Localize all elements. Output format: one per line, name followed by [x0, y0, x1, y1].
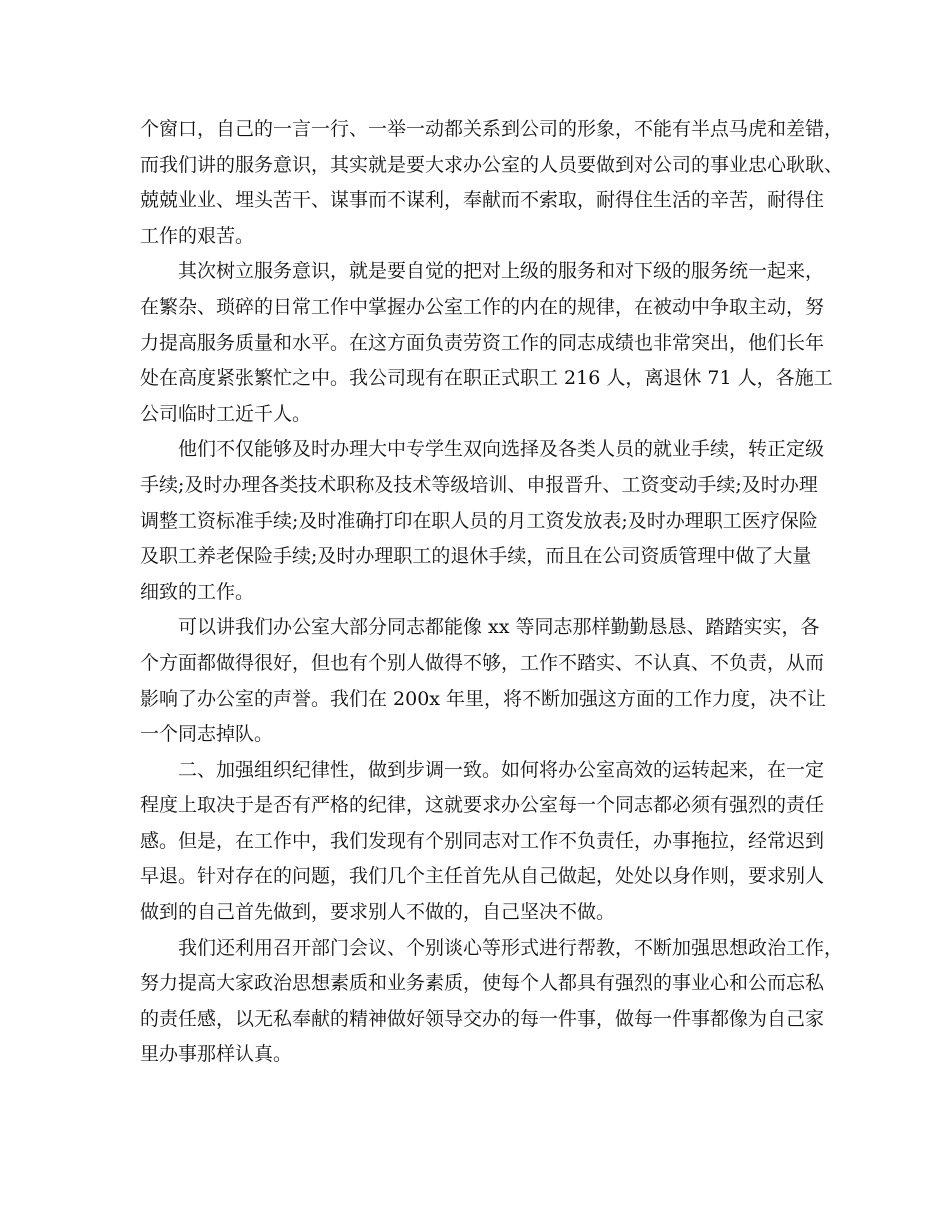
paragraph: [140, 610, 840, 752]
text-line: 感。但是，在工作中，我们发现有个别同志对工作不负责任，办事拖拉，经常迟到: [140, 829, 825, 852]
paragraph: [140, 753, 840, 931]
text-line: 手续;及时办理各类技术职称及技术等级培训、申报晋升、工资变动手续;及时办理: [140, 473, 818, 496]
text-line: 而我们讲的服务意识，其实就是要大求办公室的人员要做到对公司的事业忠心耿耿、: [140, 153, 844, 176]
text-line: 力提高服务质量和水平。在这方面负责劳资工作的同志成绩也非常突出，他们长年: [140, 331, 825, 354]
text-line: 早退。针对存在的问题，我们几个主任首先从自己做起，处处以身作则，要求别人: [140, 865, 825, 888]
text-line: 的责任感，以无私奉献的精神做好领导交办的每一件事，做每一件事都像为自己家: [140, 1007, 825, 1030]
paragraph: [140, 112, 844, 254]
text-line: 一个同志掉队。: [140, 723, 274, 746]
text-line: 及职工养老保险手续;及时办理职工的退休手续，而且在公司资质管理中做了大量: [140, 545, 812, 568]
text-line: 公司临时工近千人。: [140, 402, 312, 425]
paragraph: [140, 931, 844, 1073]
text-line: 努力提高大家政治思想素质和业务素质，使每个人都具有强烈的事业心和公而忘私: [140, 972, 825, 995]
text-line: 处在高度紧张繁忙之中。我公司现有在职正式职工 216 人，离退休 71 人，各施工: [140, 367, 833, 390]
text-line: 可以讲我们办公室大部分同志都能像 xx 等同志那样勤勤恳恳、踏踏实实，各: [178, 616, 820, 639]
text-line: 兢兢业业、埋头苦干、谋事而不谋利，奉献而不索取，耐得住生活的辛苦，耐得住: [140, 189, 825, 212]
text-line: 细致的工作。: [140, 580, 255, 603]
text-line: 影响了办公室的声誉。我们在 200x 年里，将不断加强这方面的工作力度，决不让: [140, 687, 827, 710]
text-line: 其次树立服务意识，就是要自觉的把对上级的服务和对下级的服务统一起来，: [178, 260, 825, 283]
paragraph: [140, 432, 840, 610]
text-line: 二、加强组织纪律性，做到步调一致。如何将办公室高效的运转起来，在一定: [178, 758, 825, 781]
text-line: 工作的艰苦。: [140, 224, 255, 247]
text-line: 个方面都做得很好，但也有个别人做得不够，工作不踏实、不认真、不负责，从而: [140, 651, 825, 674]
text-line: 我们还利用召开部门会议、个别谈心等形式进行帮教，不断加强思想政治工作，: [178, 936, 844, 959]
text-line: 个窗口，自己的一言一行、一举一动都关系到公司的形象，不能有半点马虎和差错，: [140, 118, 844, 140]
paragraph: [140, 254, 840, 432]
text-line: 做到的自己首先做到，要求别人不做的，自己坚决不做。: [140, 901, 616, 924]
text-line: 在繁杂、琐碎的日常工作中掌握办公室工作的内在的规律，在被动中争取主动，努: [140, 295, 825, 318]
text-line: 调整工资标准手续;及时准确打印在职人员的月工资发放表;及时办理职工医疗保险: [140, 509, 818, 532]
text-line: 他们不仅能够及时办理大中专学生双向选择及各类人员的就业手续，转正定级: [178, 438, 825, 461]
text-line: 里办事那样认真。: [140, 1043, 293, 1066]
document-body: [140, 112, 844, 1073]
text-line: 程度上取决于是否有严格的纪律，这就要求办公室每一个同志都必须有强烈的责任: [140, 794, 825, 817]
